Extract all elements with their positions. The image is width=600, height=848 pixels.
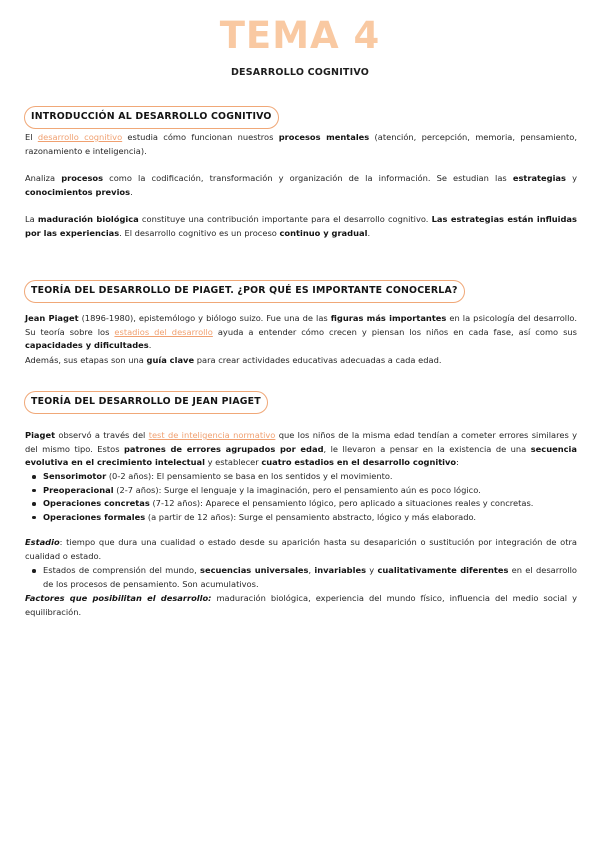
list-item-stage: Operaciones formales (a partir de 12 años): Surge el pensamiento abstracto, lógico y más elaborado. <box>25 511 577 525</box>
list-item: Estados de comprensión del mundo, secuencias universales, invariables y cualitativamente diferentes en el desarrollo de los procesos de pensamiento. Son acumulativos. <box>25 564 577 591</box>
stages-list <box>25 470 577 524</box>
paragraph-intro-1: El desarrollo cognitivo estudia cómo funcionan nuestros procesos mentales (atención, percepción, memoria, pensamiento, razonamiento e inteligencia). <box>25 132 578 156</box>
page-title: TEMA 4 <box>219 14 381 57</box>
section-heading-intro: INTRODUCCIÓN AL DESARROLLO COGNITIVO <box>24 106 279 129</box>
paragraph-intro-3: La maduración biológica constituye una contribución importante para el desarrollo cognitivo. Las estrategias están influidas por las experiencias. El desarrollo cognitivo es un proceso continuo y gradual. <box>25 214 577 238</box>
list-item-stage: Operaciones concretas (7-12 años): Aparece el pensamiento lógico, pero aplicado a situaciones reales y concretas. <box>25 497 577 511</box>
paragraph-theory-1: Piaget observó a través del test de inteligencia normativo que los niños de la misma edad tendían a cometer errores similares y del mismo tipo. Estos patrones de errores agrupados por edad, le llevaron a pensar en la existencia de una secuencia evolutiva en el crecimiento intelectual y establecer cuatro estadios en el desarrollo cognitivo: <box>25 430 578 468</box>
section-heading-piaget-theory: TEORÍA DEL DESARROLLO DE JEAN PIAGET <box>24 391 268 414</box>
paragraph-factores: Factores que posibilitan el desarrollo: maduración biológica, experiencia del mundo físico, influencia del medio social y equilibración. <box>25 593 577 617</box>
estadio-characteristics-list <box>25 564 577 591</box>
link-estadios-del-desarrollo[interactable]: estadios del desarrollo <box>114 326 213 337</box>
link-test-inteligencia[interactable]: test de inteligencia normativo <box>148 430 276 440</box>
paragraph-piaget-1: Jean Piaget (1896-1980), epistemólogo y biólogo suizo. Fue una de las figuras más importantes en la psicología del desarrollo. Su teoría sobre los estadios del desarrollo ayuda a entender cómo crecen y piensan los niños en cada fase, así como sus capacidades y dificultades. <box>25 313 577 351</box>
list-item-stage: Preoperacional (2-7 años): Surge el lenguaje y la imaginación, pero el pensamiento aún es poco lógico. <box>25 484 577 498</box>
page-subtitle: DESARROLLO COGNITIVO <box>230 67 370 78</box>
paragraph-estadio-definition: Estadio: tiempo que dura una cualidad o estado desde su aparición hasta su desaparición o sustitución por integración de otra cualidad o estado. <box>25 537 577 561</box>
list-item-stage: Sensorimotor (0-2 años): El pensamiento se basa en los sentidos y el movimiento. <box>25 470 577 484</box>
section-heading-piaget-importance: TEORÍA DEL DESARROLLO DE PIAGET. ¿POR QUÉ ES IMPORTANTE CONOCERLA? <box>24 280 465 303</box>
link-desarrollo-cognitivo[interactable]: desarrollo cognitivo <box>37 132 123 142</box>
paragraph-piaget-2: Además, sus etapas son una guía clave para crear actividades educativas adecuadas a cada edad. <box>25 355 442 365</box>
paragraph-intro-2: Analiza procesos como la codificación, transformación y organización de la información. Se estudian las estrategias y conocimientos previos. <box>25 173 577 197</box>
